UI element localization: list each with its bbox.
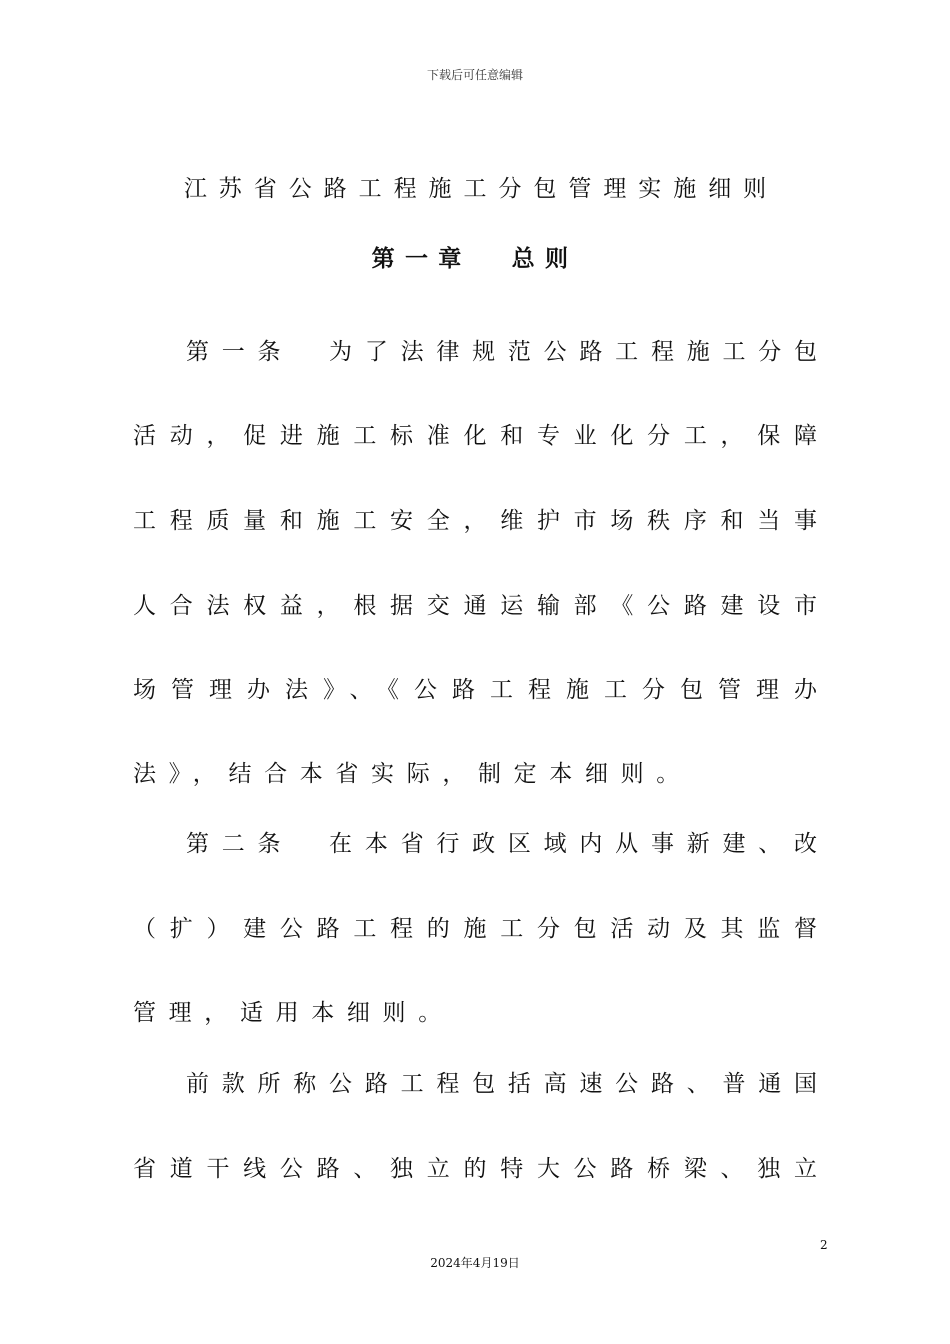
chapter-name: 总则 — [511, 246, 579, 272]
article-2-line-2: （扩）建公路工程的施工分包活动及其监督 — [133, 916, 817, 942]
chapter-heading — [0, 240, 950, 273]
article-1-line-4: 人合法权益，根据交通运输部《公路建设市 — [133, 593, 817, 619]
article-1-line-1: 第一条 为了法律规范公路工程施工分包 — [186, 339, 817, 365]
paragraph-3-line-2: 省道干线公路、独立的特大公路桥梁、独立 — [133, 1156, 817, 1182]
article-2-line-3: 管理，适用本细则。 — [133, 1000, 454, 1026]
article-1-line-2: 活动，促进施工标准化和专业化分工，保障 — [133, 423, 817, 449]
chapter-number: 第一章 — [371, 246, 472, 272]
paragraph-3-line-1: 前款所称公路工程包括高速公路、普通国 — [186, 1071, 817, 1097]
article-2-line-1: 第二条 在本省行政区域内从事新建、改 — [186, 831, 817, 857]
page-footer-date: 2024年4月19日 — [430, 1256, 520, 1270]
page-header: 下载后可任意编辑 — [426, 68, 523, 82]
document-title: 江苏省公路工程施工分包管理实施细则 — [183, 176, 779, 202]
article-1-line-5: 场管理办法》、《公路工程施工分包管理办 — [133, 677, 817, 703]
article-1-line-3: 工程质量和施工安全，维护市场秩序和当事 — [133, 508, 817, 534]
page-number: 2 — [820, 1238, 828, 1252]
article-1-line-6: 法》，结合本省实际，制定本细则。 — [133, 761, 692, 787]
